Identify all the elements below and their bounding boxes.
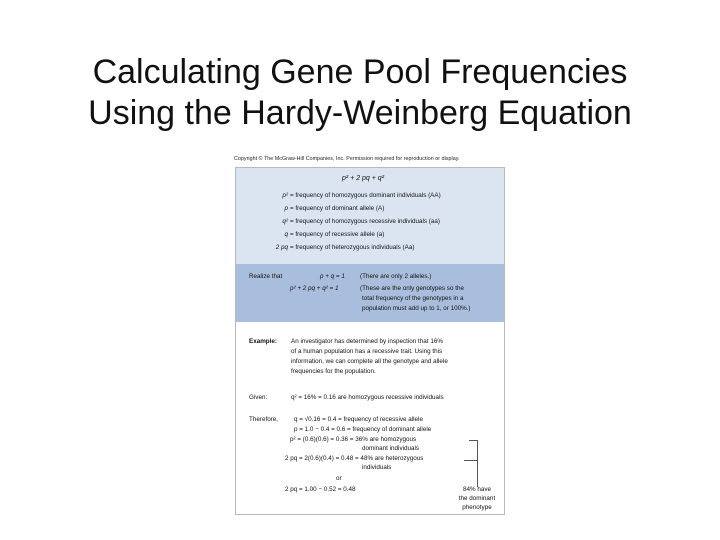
term-2pq: 2 pq xyxy=(275,244,288,251)
phenotype-note-1: 84% have xyxy=(462,486,491,493)
term-p2: p² xyxy=(282,192,288,199)
slide-title-line-2: Using the Hardy-Weinberg Equation xyxy=(88,94,632,132)
def-p: = frequency of dominant allele (A) xyxy=(290,205,385,212)
realize-label: Realize that xyxy=(249,273,283,280)
realize-section xyxy=(236,264,504,322)
given-text: q² = 16% = 0.16 are homozygous recessive individuals xyxy=(291,394,444,401)
realize-note-1: (There are only 2 alleles.) xyxy=(360,273,432,280)
copyright-notice: Copyright © The McGraw-Hill Companies, Inc. Permission required for reproduction or display. xyxy=(234,156,460,162)
def-2pq: = frequency of heterozygous individuals (Aa) xyxy=(290,244,415,251)
example-line-1: An investigator has determined by inspection that 16% xyxy=(291,338,443,345)
slide-title-line-1: Calculating Gene Pool Frequencies xyxy=(92,53,628,91)
calc-p2-cont: dominant individuals xyxy=(362,445,420,452)
calc-2pq: 2 pq = 2(0.6)(0.4) = 0.48 = 48% are heterozygous xyxy=(285,455,424,462)
realize-note-2b: total frequency of the genotypes in a xyxy=(362,295,464,302)
calc-2pq-cont: individuals xyxy=(362,464,392,471)
given-label: Given: xyxy=(249,394,268,401)
definitions-section xyxy=(236,168,504,264)
bracket-mid xyxy=(464,460,477,461)
realize-note-2c: population must add up to 1, or 100%.) xyxy=(362,305,471,312)
calc-q: q = √0.16 = 0.4 = frequency of recessive allele xyxy=(294,416,423,423)
phenotype-note-2: the dominant xyxy=(458,495,496,502)
term-p: p xyxy=(284,205,288,212)
def-q2: = frequency of homozygous recessive individuals (aa) xyxy=(290,218,440,225)
def-p2: = frequency of homozygous dominant individuals (AA) xyxy=(290,192,441,199)
example-label: Example: xyxy=(249,338,277,345)
def-q: = frequency of recessive allele (a) xyxy=(290,231,385,238)
hw-equation: p² + 2 pq + q² xyxy=(342,175,385,182)
example-line-3: information, we can complete all the genotype and allele xyxy=(291,358,448,365)
realize-eq-1: p + q = 1 xyxy=(320,273,345,280)
or-text: or xyxy=(336,475,342,482)
hardy-weinberg-figure xyxy=(235,167,505,515)
example-line-2: of a human population has a recessive trait. Using this xyxy=(291,348,443,355)
realize-note-2a: (These are the only genotypes so the xyxy=(360,285,464,292)
example-section xyxy=(236,322,504,514)
realize-eq-2: p² + 2 pq + q² = 1 xyxy=(290,285,339,292)
calc-p: p = 1.0 − 0.4 = 0.6 = frequency of dominant allele xyxy=(294,426,432,433)
bracket-vertical xyxy=(477,440,478,480)
therefore-label: Therefore, xyxy=(249,416,279,423)
term-q2: q² xyxy=(282,218,288,225)
example-line-4: frequencies for the population. xyxy=(291,368,376,375)
calc-p2: p² = (0.6)(0.6) = 0.36 = 36% are homozygous xyxy=(290,436,417,443)
phenotype-note-3: phenotype xyxy=(462,504,492,511)
slide-title xyxy=(0,52,720,134)
calc-2pq-alt: 2 pq = 1.00 − 0.52 = 0.48 xyxy=(285,486,356,493)
term-q: q xyxy=(284,231,288,238)
